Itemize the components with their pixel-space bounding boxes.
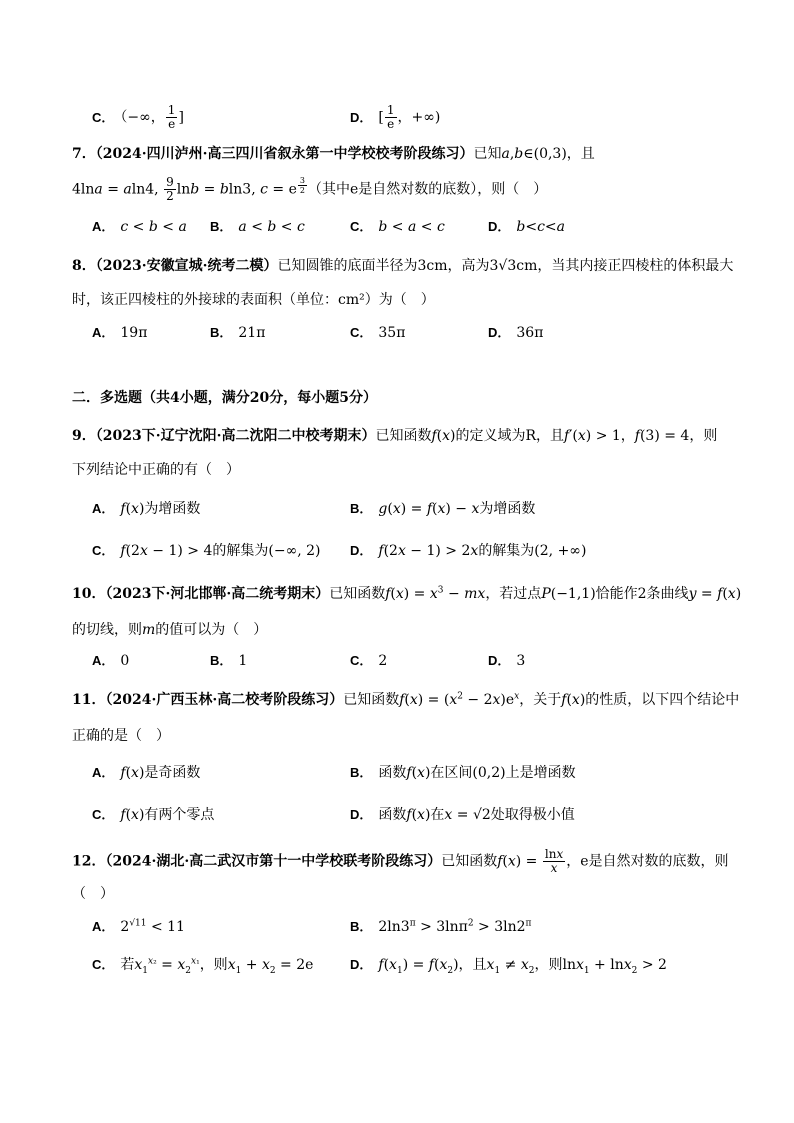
q12-option-a: A． $2^{√11} < 11$ <box>92 918 185 935</box>
q11-stem-line1: 11．（2024·广西玉林·高二校考阶段练习）已知函数$f(x) = (x^2 - 2x)e^x$，关于f(x)的性质，以下四个结论中 <box>72 691 740 708</box>
q11-option-c: C． f(x)有两个零点 <box>92 807 215 823</box>
q8-stem-line1: 8．（2023·安徽宣城·统考二模）已知圆锥的底面半径为3cm，高为3√3cm，当其内接正四棱柱的体积最大 <box>72 258 734 274</box>
q9-option-b: B． g(x) = f(x) − x为增函数 <box>350 501 536 517</box>
q12-stem-line1: 12．（2024·湖北·高二武汉市第十一中学校联考阶段练习）已知函数f(x) = $\frac{\ln x}{x}$ ，e是自然对数的底数，则 <box>72 847 729 875</box>
q8-option-b: B． 21π <box>210 325 266 341</box>
q10-stem-line1: 10．（2023下·河北邯郸·高二统考期末）已知函数$f(x) = x^3$ − mx，若过点P(−1,1)恰能作2条曲线y = f(x) <box>72 585 742 602</box>
q7-stem-line2: 4lna = aln4, $\frac{9}{2}$ lnb = bln3, c = e $^{\frac{3}{2}}$ （其中e是自然对数的底数），则（ ） <box>72 175 548 204</box>
q10-option-b: B． 1 <box>210 653 248 669</box>
q6-option-d: D． [ $\frac{1}{e}$ ，+∞) <box>350 103 441 131</box>
q7-option-a: A． c < b < a <box>92 219 187 235</box>
q8-option-d: D． 36π <box>488 325 544 341</box>
q7-option-d: D． b<c<a <box>488 219 566 235</box>
q7-option-c: C． b < a < c <box>350 219 445 235</box>
q12-option-b: B． $2\ln 3^\pi > 3\ln\pi^2 > 3\ln 2^\pi$ <box>350 918 532 935</box>
q6-option-c: C． （−∞， $\frac{1}{e}$ ] <box>92 103 184 131</box>
q8-stem-line2: 时，该正四棱柱的外接球的表面积（单位：cm²）为（ ） <box>72 292 435 308</box>
q7-option-b: B． a < b < c <box>210 219 305 235</box>
q9-stem-line2: 下列结论中正确的有（ ） <box>72 462 240 478</box>
q12-option-d: D． $f(x_1) = f(x_2)$，且$x_1 \ne x_2$，则lnx$_1$ + lnx$_2$ > 2 <box>350 957 667 976</box>
q9-stem-line1: 9．（2023下·辽宁沈阳·高二沈阳二中校考期末）已知函数f(x)的定义域为R，且f′(x) > 1，f(3) = 4，则 <box>72 428 718 444</box>
q9-option-c: C． f(2x − 1) > 4的解集为(−∞, 2) <box>92 543 321 559</box>
q7-stem-line1: 7．（2024·四川泸州·高三四川省叙永第一中学校校考阶段练习）已知a,b∈(0,3)，且 <box>72 146 595 162</box>
q8-option-a: A． 19π <box>92 325 148 341</box>
q10-option-a: A． 0 <box>92 653 130 669</box>
q8-option-c: C． 35π <box>350 325 406 341</box>
q11-option-a: A． f(x)是奇函数 <box>92 765 201 781</box>
q9-option-a: A． f(x)为增函数 <box>92 501 201 517</box>
q12-stem-line2: （ ） <box>72 886 114 902</box>
q9-option-d: D． f(2x − 1) > 2x的解集为(2, +∞) <box>350 543 587 559</box>
q11-option-d: D． 函数f(x)在x = √2处取得极小值 <box>350 807 575 823</box>
q10-option-c: C． 2 <box>350 653 388 669</box>
q12-option-c: C． 若$x_1^{x_2} = x_2^{x_1}$，则$x_1 + x_2 = 2e$ <box>92 956 314 976</box>
section-heading: 二．多选题（共4小题，满分20分，每小题5分） <box>72 390 377 406</box>
q11-stem-line2: 正确的是（ ） <box>72 728 170 744</box>
q10-option-d: D． 3 <box>488 653 526 669</box>
q10-stem-line2: 的切线，则m的值可以为（ ） <box>72 622 268 638</box>
q11-option-b: B． 函数f(x)在区间(0,2)上是增函数 <box>350 765 576 781</box>
